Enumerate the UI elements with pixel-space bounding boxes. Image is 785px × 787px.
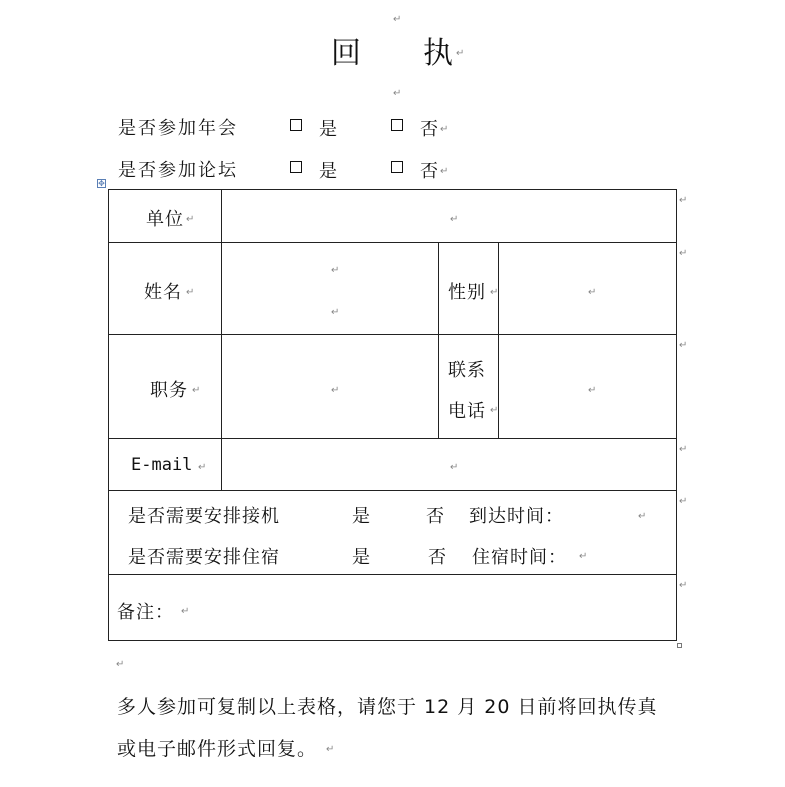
forum-no-label: 否 [420,161,438,182]
pickup-question-label: 是否需要安排接机 [128,506,280,527]
page-title-char-1: 回 [331,36,361,71]
paragraph-mark: ↵ [186,214,195,225]
row-end-mark: ↵ [679,496,688,507]
row-end-mark: ↵ [679,444,688,455]
name-label: 姓名 [144,282,182,303]
paragraph-mark: ↵ [331,265,340,276]
lodging-yes-option[interactable]: 是 [352,547,371,568]
lodging-no-option[interactable]: 否 [428,547,447,568]
notes-field[interactable] [180,575,676,640]
lodging-question-label: 是否需要安排住宿 [128,547,280,568]
question-annual-meeting-label: 是否参加年会 [118,118,238,139]
page-title-char-2: 执 [423,36,453,71]
name-field[interactable] [222,243,438,334]
paragraph-mark: ↵ [198,462,207,473]
phone-label-line-1: 联系 [448,360,486,381]
paragraph-mark: ↵ [588,385,597,396]
paragraph-mark: ↵ [116,659,125,670]
notes-label: 备注： [117,602,174,623]
lodging-time-label: 住宿时间： [472,547,567,568]
paragraph-mark: ↵ [192,385,201,396]
forum-no-checkbox[interactable] [391,161,403,173]
annual-meeting-no-checkbox[interactable] [391,119,403,131]
position-field[interactable] [222,335,438,438]
pickup-no-option[interactable]: 否 [426,506,445,527]
table-resize-handle-icon[interactable] [677,643,682,648]
paragraph-mark: ↵ [331,307,340,318]
unit-field[interactable] [222,190,676,242]
paragraph-mark: ↵ [490,405,499,416]
question-forum-label: 是否参加论坛 [118,160,238,181]
paragraph-mark: ↵ [181,606,190,617]
paragraph-mark: ↵ [490,287,499,298]
row-end-mark: ↵ [679,580,688,591]
forum-yes-checkbox[interactable] [290,161,302,173]
footer-line-2: 或电子邮件形式回复。 [117,738,318,760]
paragraph-mark: ↵ [440,124,449,135]
annual-meeting-yes-checkbox[interactable] [290,119,302,131]
arrival-time-label: 到达时间： [469,506,564,527]
paragraph-mark: ↵ [450,214,459,225]
forum-yes-label: 是 [319,161,337,182]
paragraph-mark: ↵ [450,462,459,473]
paragraph-mark: ↵ [186,287,195,298]
annual-meeting-yes-label: 是 [319,119,337,140]
table-move-handle-icon[interactable]: ✥ [98,179,105,188]
paragraph-mark: ↵ [326,744,335,755]
pickup-yes-option[interactable]: 是 [352,506,371,527]
paragraph-mark: ↵ [393,88,402,99]
footer-line-1: 多人参加可复制以上表格，请您于 12 月 20 日前将回执传真 [117,696,658,718]
paragraph-mark: ↵ [638,511,647,522]
paragraph-mark: ↵ [331,385,340,396]
row-end-mark: ↵ [679,248,688,259]
phone-label-line-2: 电话 [448,401,486,422]
row-end-mark: ↵ [679,195,688,206]
paragraph-mark: ↵ [579,551,588,562]
row-end-mark: ↵ [679,340,688,351]
paragraph-mark: ↵ [393,14,402,25]
paragraph-mark: ↵ [440,166,449,177]
email-field[interactable] [222,439,676,490]
email-label: E-mail [131,455,193,475]
unit-label: 单位 [146,209,184,230]
position-label: 职务 [150,380,188,401]
paragraph-mark: ↵ [456,48,465,59]
gender-label: 性别 [448,282,486,303]
paragraph-mark: ↵ [588,287,597,298]
annual-meeting-no-label: 否 [420,119,438,140]
